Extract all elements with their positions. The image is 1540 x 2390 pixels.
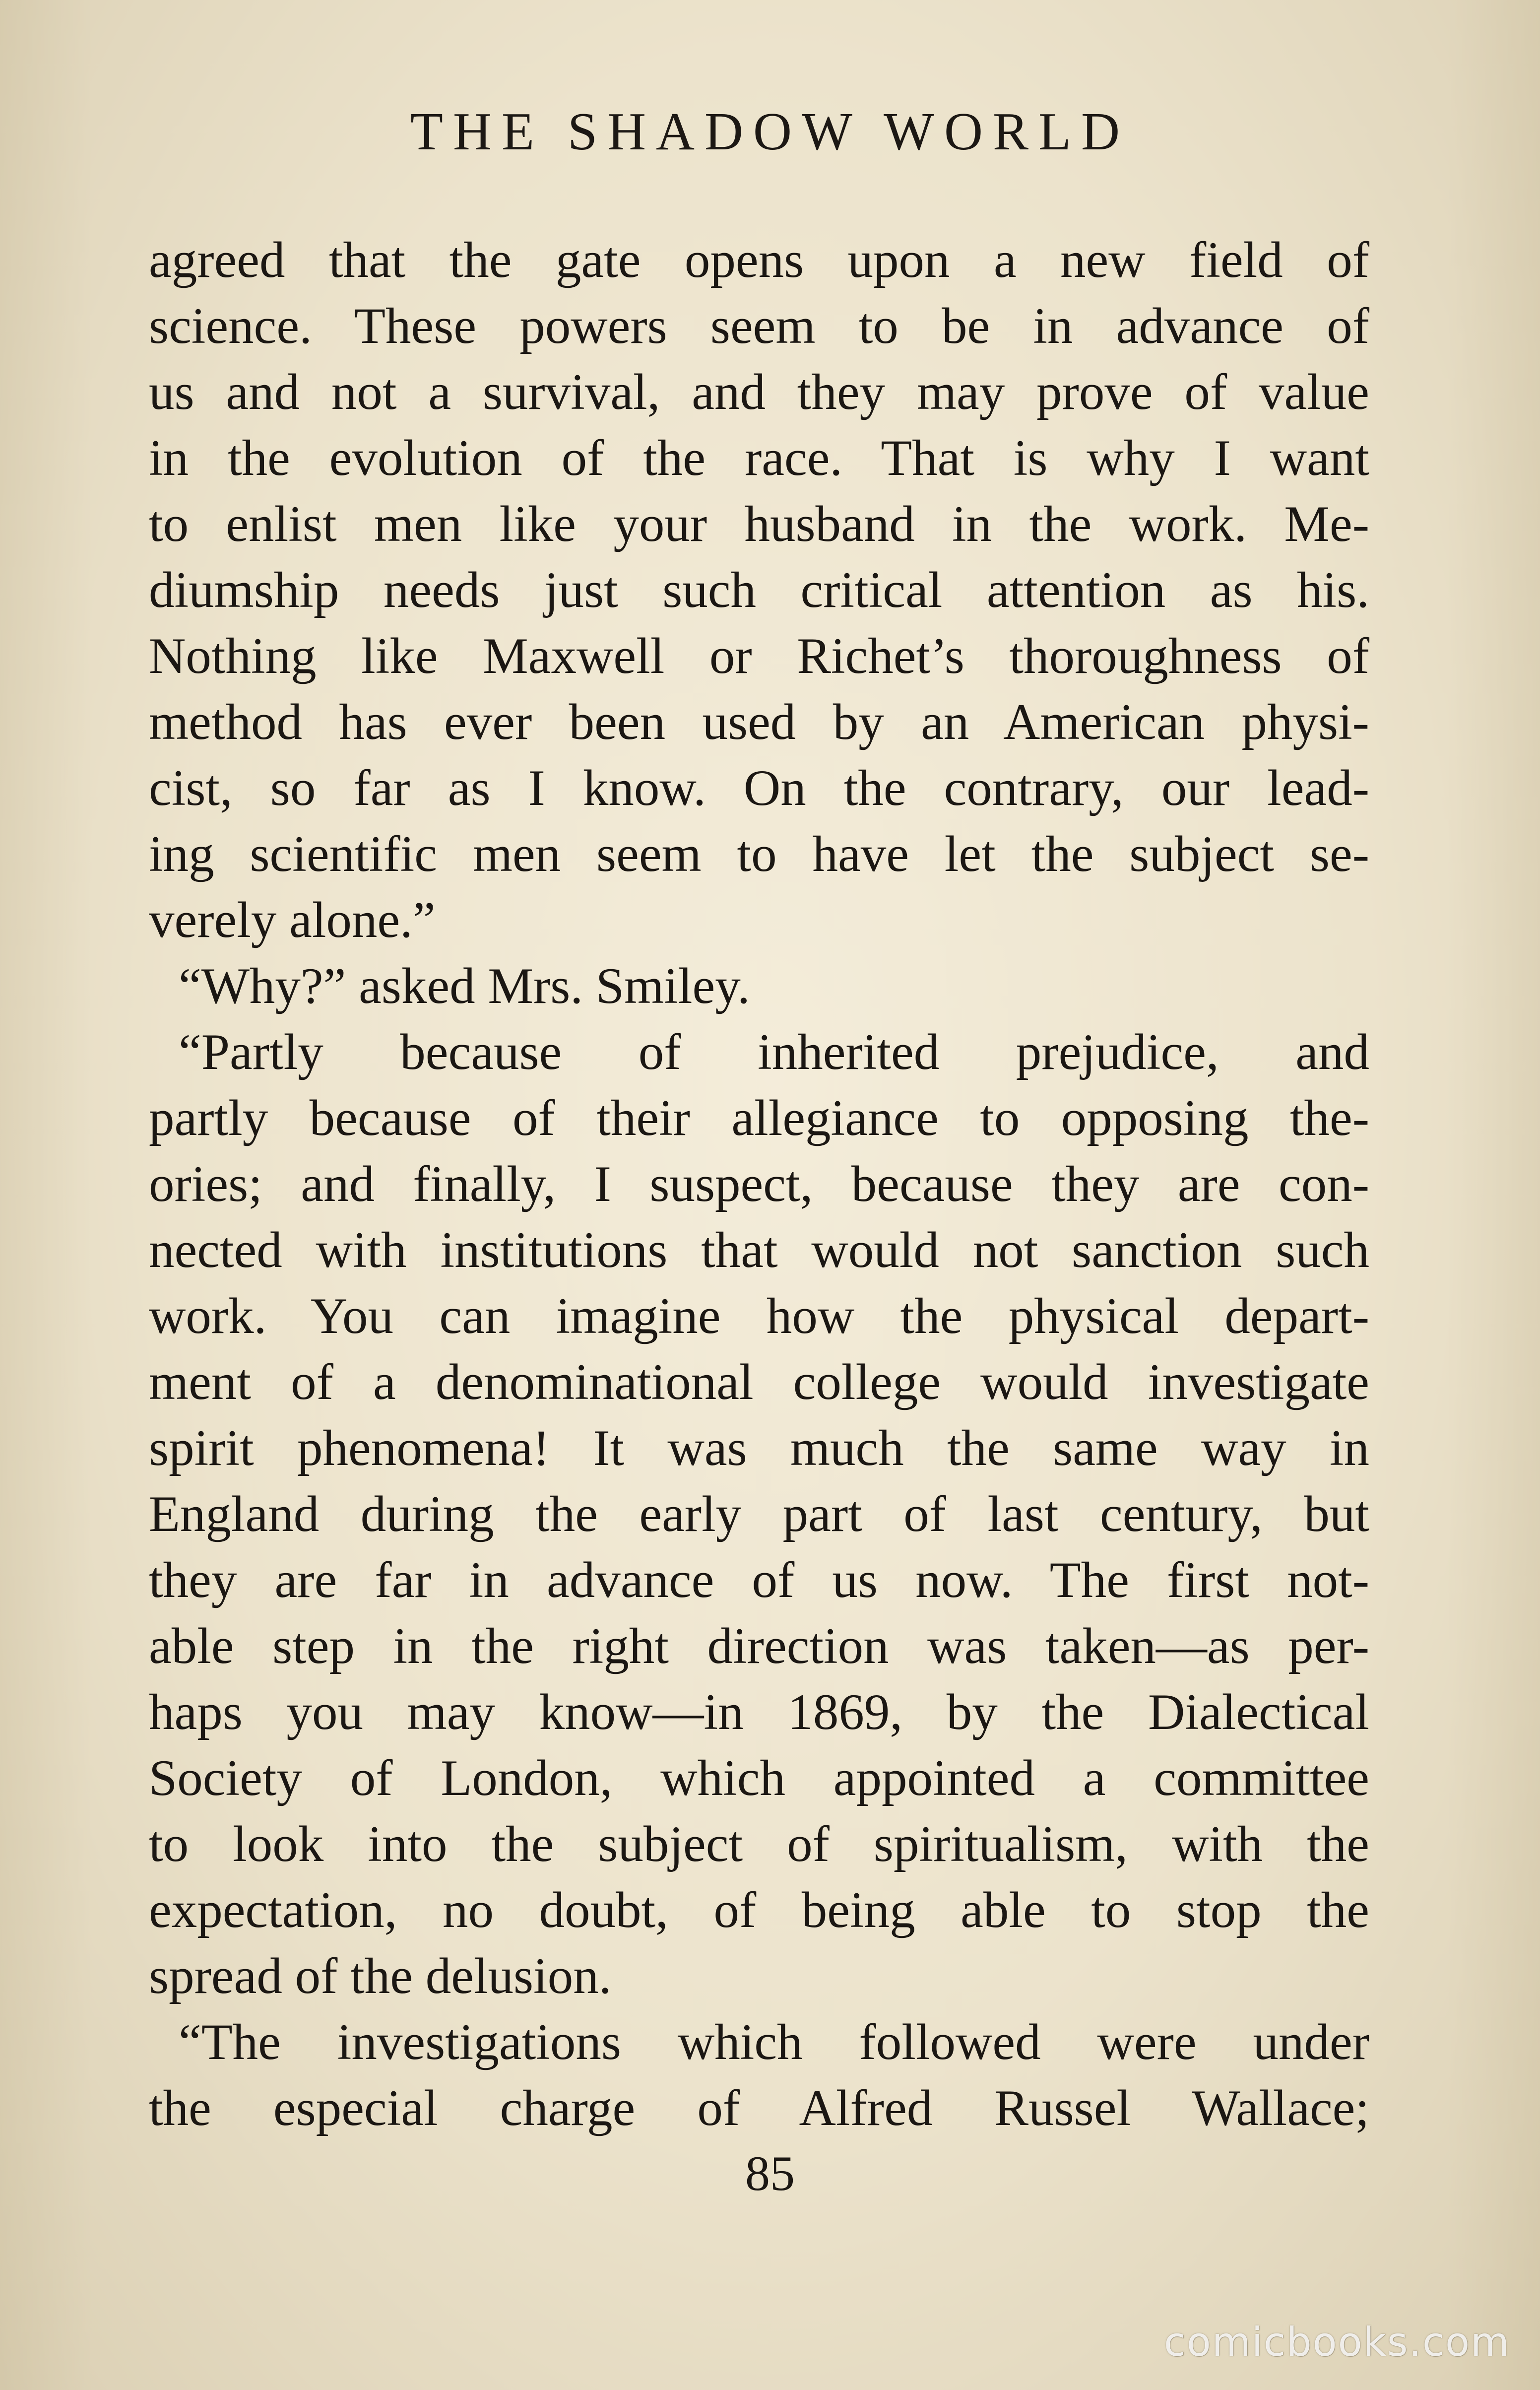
body-text (149, 227, 1369, 2141)
text-line: haps you may know—in 1869, by the Dialectical (149, 1684, 1369, 1740)
text-line: they are far in advance of us now. The first not- (149, 1552, 1369, 1608)
text-line: verely alone.” (149, 892, 436, 948)
text-line: us and not a survival, and they may prove of value (149, 364, 1369, 420)
text-line: able step in the right direction was taken—as per- (149, 1618, 1369, 1674)
text-line: Society of London, which appointed a committee (149, 1750, 1369, 1806)
text-line: expectation, no doubt, of being able to stop the (149, 1882, 1369, 1938)
text-line: spirit phenomena! It was much the same way in (149, 1420, 1369, 1476)
text-line: diumship needs just such critical attention as his. (149, 562, 1369, 618)
text-line: method has ever been used by an American physi- (149, 694, 1369, 750)
text-line: ories; and finally, I suspect, because they are con- (149, 1156, 1369, 1212)
text-line: to look into the subject of spiritualism, with the (149, 1816, 1369, 1872)
text-line: “Partly because of inherited prejudice, and (179, 1024, 1369, 1080)
text-line: the especial charge of Alfred Russel Wallace; (149, 2080, 1369, 2136)
text-line: spread of the delusion. (149, 1948, 612, 2004)
text-line: agreed that the gate opens upon a new field of (149, 232, 1369, 288)
text-line: in the evolution of the race. That is why I want (149, 430, 1369, 486)
text-line: “Why?” asked Mrs. Smiley. (179, 958, 750, 1014)
text-line: nected with institutions that would not sanction such (149, 1222, 1369, 1278)
text-line: ing scientific men seem to have let the subject se- (149, 826, 1369, 882)
text-line: work. You can imagine how the physical depart- (149, 1288, 1369, 1344)
text-line: to enlist men like your husband in the work. Me- (149, 496, 1369, 552)
text-line: “The investigations which followed were under (179, 2014, 1369, 2070)
text-line: science. These powers seem to be in advance of (149, 298, 1369, 354)
running-title: THE SHADOW WORLD (410, 102, 1130, 161)
text-line: England during the early part of last century, but (149, 1486, 1369, 1542)
text-line: Nothing like Maxwell or Richet’s thoroughness of (149, 628, 1369, 684)
watermark: comicbooks.com (1163, 2319, 1510, 2365)
text-line: cist, so far as I know. On the contrary, our lead- (149, 760, 1369, 816)
page-number: 85 (745, 2146, 795, 2201)
text-line: ment of a denominational college would investigate (149, 1354, 1369, 1410)
text-line: partly because of their allegiance to opposing the- (149, 1090, 1369, 1146)
